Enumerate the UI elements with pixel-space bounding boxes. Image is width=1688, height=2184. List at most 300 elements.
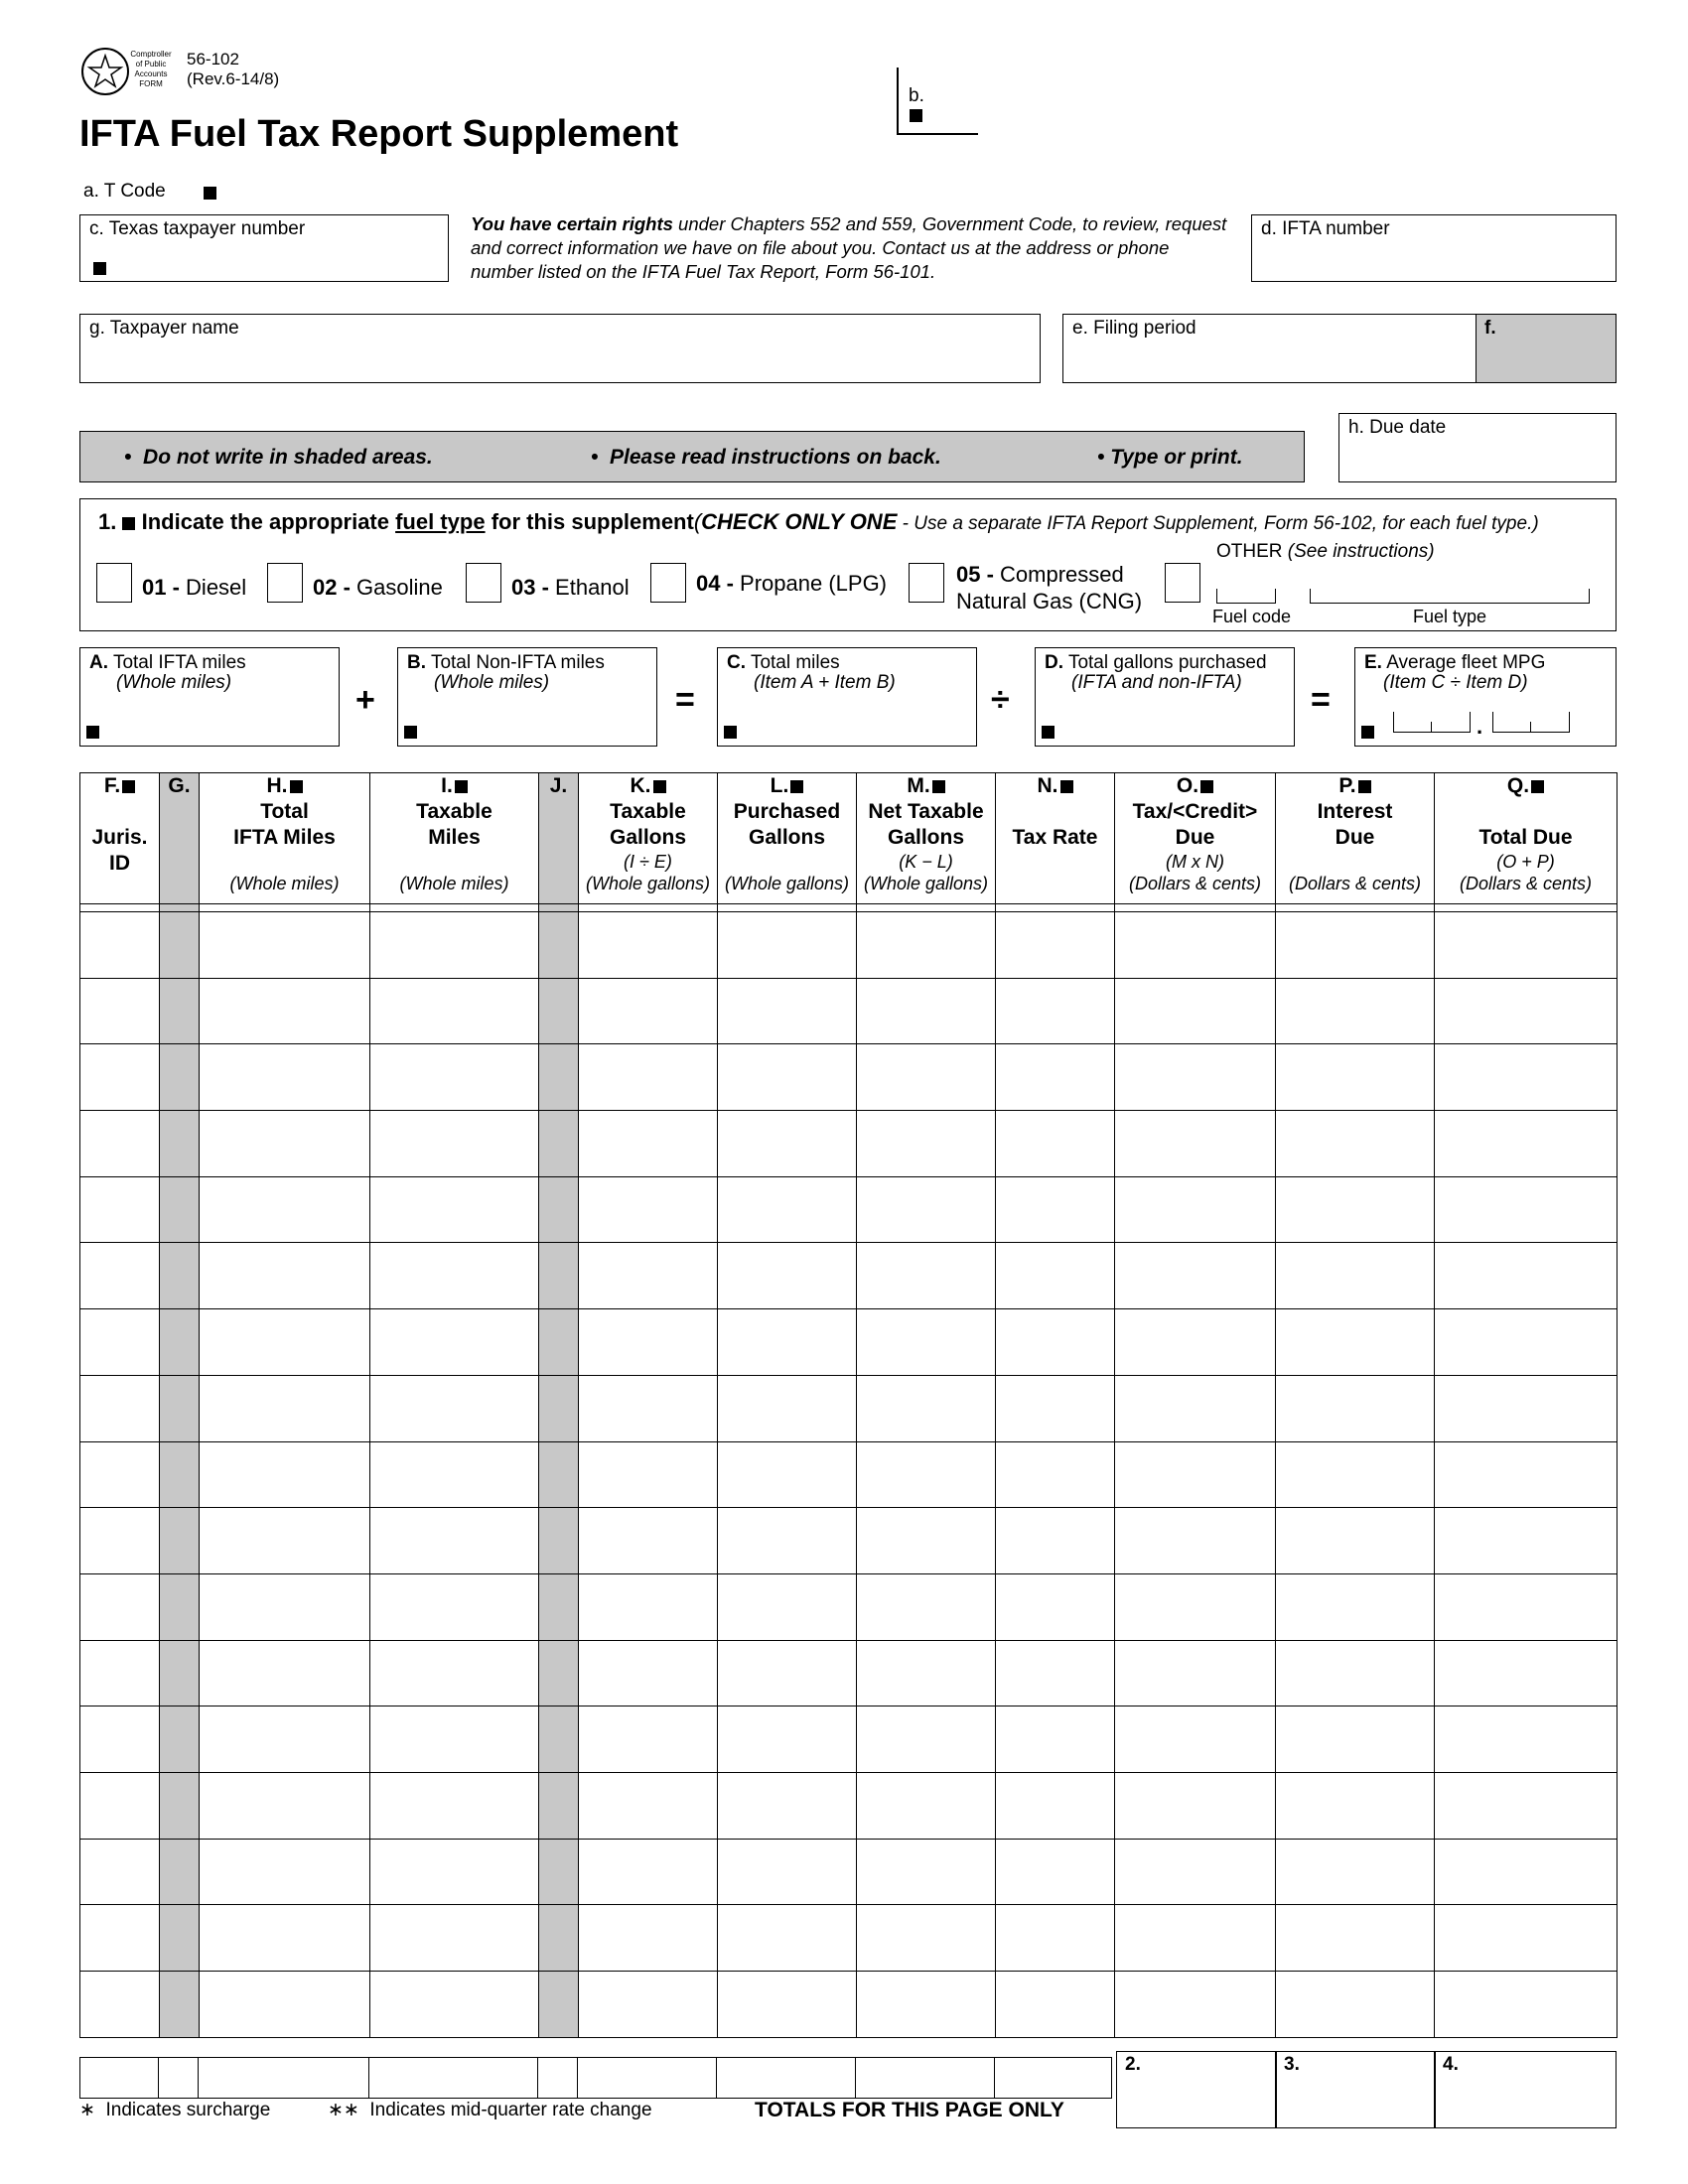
entry-cell[interactable] xyxy=(1276,1309,1435,1376)
shaded-cell xyxy=(539,978,579,1044)
entry-cell[interactable] xyxy=(579,1111,718,1177)
entry-cell[interactable] xyxy=(1115,1573,1276,1640)
shaded-cell xyxy=(539,1640,579,1706)
entry-cell[interactable] xyxy=(80,978,160,1044)
summary-d-marker xyxy=(1042,726,1055,739)
entry-cell[interactable] xyxy=(996,1508,1115,1574)
shaded-cell xyxy=(539,1839,579,1905)
entry-cell[interactable] xyxy=(1435,1573,1618,1640)
checkbox-ethanol[interactable] xyxy=(466,563,501,603)
rights-text: under Chapters 552 and 559, Government Code, to review, request and correct information we have on file about you. Contact us at the address or phone number listed on the IFTA Fuel Tax Report, Form 56-101. xyxy=(471,213,1227,282)
entry-cell[interactable] xyxy=(579,1573,718,1640)
entry-cell[interactable] xyxy=(857,1508,996,1574)
entry-cell[interactable] xyxy=(996,1839,1115,1905)
shaded-cell xyxy=(160,1375,200,1441)
entry-cell[interactable] xyxy=(1435,912,1618,979)
shaded-cell xyxy=(539,1309,579,1376)
entry-cell[interactable] xyxy=(370,1309,539,1376)
shaded-cell xyxy=(160,1772,200,1839)
fuel-prompt-underlined: fuel type xyxy=(395,509,486,534)
option-ethanol: 03 - Ethanol xyxy=(511,575,630,600)
separator-cell xyxy=(1276,904,1435,912)
fuel-code-field[interactable] xyxy=(1216,589,1276,604)
comptroller-logo-text: Comptroller of Public Accounts FORM xyxy=(130,50,172,88)
entry-cell[interactable] xyxy=(1435,1972,1618,2038)
entry-cell[interactable] xyxy=(718,1441,857,1508)
shaded-cell xyxy=(539,1441,579,1508)
entry-cell[interactable] xyxy=(1435,1508,1618,1574)
entry-cell[interactable] xyxy=(1115,1905,1276,1972)
entry-cell[interactable] xyxy=(1276,1375,1435,1441)
fuel-type-section xyxy=(79,498,1617,631)
entry-cell[interactable] xyxy=(857,1640,996,1706)
fuel-note: - Use a separate IFTA Report Supplement, Form 56-102, for each fuel type.) xyxy=(897,513,1539,534)
entry-cell[interactable] xyxy=(80,1706,160,1773)
table-row xyxy=(80,1375,1618,1441)
entry-cell[interactable] xyxy=(1115,912,1276,979)
entry-cell[interactable] xyxy=(80,1905,160,1972)
entry-cell[interactable] xyxy=(857,1111,996,1177)
entry-cell[interactable] xyxy=(579,1176,718,1243)
table-row xyxy=(80,1176,1618,1243)
total-miles-box[interactable] xyxy=(717,647,977,747)
col-header-q: Q. Total Due (O + P) (Dollars & cents) xyxy=(1435,773,1618,904)
entry-cell[interactable] xyxy=(370,912,539,979)
fuel-type-label: Fuel type xyxy=(1413,607,1487,626)
entry-cell[interactable] xyxy=(80,1111,160,1177)
fuel-section-marker xyxy=(122,517,135,530)
entry-cell[interactable] xyxy=(1115,1044,1276,1111)
shaded-cell xyxy=(539,912,579,979)
entry-cell[interactable] xyxy=(370,1243,539,1309)
table-row xyxy=(80,1309,1618,1376)
table-row xyxy=(80,1640,1618,1706)
entry-cell[interactable] xyxy=(1276,1640,1435,1706)
table-body xyxy=(80,904,1618,2038)
entry-cell[interactable] xyxy=(200,1309,370,1376)
entry-cell[interactable] xyxy=(857,1243,996,1309)
total-item-2-label: 2. xyxy=(1125,2054,1141,2075)
entry-cell[interactable] xyxy=(1276,1706,1435,1773)
entry-cell[interactable] xyxy=(370,1640,539,1706)
comptroller-seal xyxy=(81,48,129,95)
table-row xyxy=(80,1508,1618,1574)
op-equals-1: = xyxy=(675,681,695,719)
table-row xyxy=(80,1772,1618,1839)
entry-cell[interactable] xyxy=(857,1176,996,1243)
shaded-cell xyxy=(160,1573,200,1640)
entry-cell[interactable] xyxy=(718,1508,857,1574)
entry-cell[interactable] xyxy=(1115,1375,1276,1441)
table-row xyxy=(80,1706,1618,1773)
entry-cell[interactable] xyxy=(200,1243,370,1309)
option-gasoline: 02 - Gasoline xyxy=(313,575,443,600)
entry-cell[interactable] xyxy=(1435,1441,1618,1508)
jurisdiction-table xyxy=(79,772,1618,2038)
entry-cell[interactable] xyxy=(579,1508,718,1574)
entry-cell[interactable] xyxy=(857,1573,996,1640)
option-diesel: 01 - Diesel xyxy=(142,575,247,600)
entry-cell[interactable] xyxy=(857,1441,996,1508)
entry-cell[interactable] xyxy=(996,1573,1115,1640)
op-equals-2: = xyxy=(1311,681,1331,719)
entry-cell[interactable] xyxy=(370,1111,539,1177)
field-b-label: b. xyxy=(909,85,924,106)
entry-cell[interactable] xyxy=(370,1839,539,1905)
entry-cell[interactable] xyxy=(579,1706,718,1773)
instructions-banner xyxy=(79,431,1305,482)
entry-cell[interactable] xyxy=(370,1706,539,1773)
entry-cell[interactable] xyxy=(1276,1972,1435,2038)
entry-cell[interactable] xyxy=(996,1309,1115,1376)
entry-cell[interactable] xyxy=(1115,1640,1276,1706)
entry-cell[interactable] xyxy=(370,1441,539,1508)
entry-cell[interactable] xyxy=(1276,978,1435,1044)
entry-cell[interactable] xyxy=(1435,1044,1618,1111)
entry-cell[interactable] xyxy=(718,1839,857,1905)
shaded-cell xyxy=(160,1706,200,1773)
entry-cell[interactable] xyxy=(1115,1176,1276,1243)
col-header-n: N. Tax Rate xyxy=(996,773,1115,904)
total-item-4[interactable] xyxy=(1434,2051,1617,2128)
summary-d-sub: (IFTA and non-IFTA) xyxy=(1071,672,1242,693)
fuel-type-field[interactable] xyxy=(1310,589,1590,604)
fuel-prompt-after: for this supplement xyxy=(485,509,694,534)
entry-cell[interactable] xyxy=(200,1044,370,1111)
fuel-code-label: Fuel code xyxy=(1212,607,1292,626)
entry-cell[interactable] xyxy=(718,1573,857,1640)
entry-cell[interactable] xyxy=(370,1375,539,1441)
entry-cell[interactable] xyxy=(370,978,539,1044)
banner-item-shaded: • Do not write in shaded areas. xyxy=(124,446,433,469)
col-header-h: H. Total IFTA Miles (Whole miles) xyxy=(200,773,370,904)
other-label: OTHER (See instructions) xyxy=(1216,541,1435,562)
total-item-3[interactable] xyxy=(1275,2051,1436,2128)
entry-cell[interactable] xyxy=(857,1044,996,1111)
entry-cell[interactable] xyxy=(579,1905,718,1972)
entry-cell[interactable] xyxy=(1435,1640,1618,1706)
page-title: IFTA Fuel Tax Report Supplement xyxy=(79,113,679,155)
field-b[interactable] xyxy=(897,68,978,135)
summary-d-label: D. Total gallons purchased xyxy=(1045,652,1267,673)
entry-cell[interactable] xyxy=(579,1441,718,1508)
entry-cell[interactable] xyxy=(1435,1706,1618,1773)
midquarter-note: ∗∗ Indicates mid-quarter rate change xyxy=(328,2100,652,2120)
entry-cell[interactable] xyxy=(1115,1706,1276,1773)
banner-item-type: • Type or print. xyxy=(1097,446,1243,469)
entry-cell[interactable] xyxy=(80,1640,160,1706)
entry-cell[interactable] xyxy=(200,1706,370,1773)
entry-cell[interactable] xyxy=(579,1839,718,1905)
entry-cell[interactable] xyxy=(80,912,160,979)
entry-cell[interactable] xyxy=(718,1044,857,1111)
entry-cell[interactable] xyxy=(996,1441,1115,1508)
ifta-number-label: d. IFTA number xyxy=(1261,218,1390,239)
entry-cell[interactable] xyxy=(1276,1176,1435,1243)
entry-cell[interactable] xyxy=(718,1375,857,1441)
entry-cell[interactable] xyxy=(718,1640,857,1706)
entry-cell[interactable] xyxy=(200,1375,370,1441)
entry-cell[interactable] xyxy=(718,1905,857,1972)
summary-e-marker xyxy=(1361,726,1374,739)
col-header-o: O. Tax/<Credit> Due (M x N) (Dollars & cents) xyxy=(1115,773,1276,904)
entry-cell[interactable] xyxy=(1115,1309,1276,1376)
entry-cell[interactable] xyxy=(579,1309,718,1376)
entry-cell[interactable] xyxy=(996,1044,1115,1111)
table-row xyxy=(80,1044,1618,1111)
form-revision: (Rev.6-14/8) xyxy=(187,69,280,88)
entry-cell[interactable] xyxy=(579,978,718,1044)
totals-caption: TOTALS FOR THIS PAGE ONLY xyxy=(755,2099,1064,2121)
entry-cell[interactable] xyxy=(200,1839,370,1905)
shaded-cell xyxy=(539,1044,579,1111)
entry-cell[interactable] xyxy=(1115,1111,1276,1177)
entry-cell[interactable] xyxy=(80,1772,160,1839)
total-item-2[interactable] xyxy=(1116,2051,1277,2128)
entry-cell[interactable] xyxy=(200,978,370,1044)
ifta-number-field[interactable] xyxy=(1251,214,1617,282)
checkbox-gasoline[interactable] xyxy=(267,563,303,603)
taxpayer-name-field[interactable] xyxy=(79,314,1041,383)
entry-cell[interactable] xyxy=(1276,912,1435,979)
entry-cell[interactable] xyxy=(857,1706,996,1773)
entry-cell[interactable] xyxy=(857,1375,996,1441)
entry-cell[interactable] xyxy=(200,1905,370,1972)
entry-cell[interactable] xyxy=(857,1772,996,1839)
shaded-cell xyxy=(539,1111,579,1177)
entry-cell[interactable] xyxy=(857,1905,996,1972)
shaded-cell xyxy=(539,1772,579,1839)
entry-cell[interactable] xyxy=(80,1044,160,1111)
entry-cell[interactable] xyxy=(1276,1044,1435,1111)
entry-cell[interactable] xyxy=(200,1441,370,1508)
shaded-cell xyxy=(160,912,200,979)
separator-cell xyxy=(718,904,857,912)
field-f-label: f. xyxy=(1484,318,1496,339)
entry-cell[interactable] xyxy=(200,1640,370,1706)
summary-a-marker xyxy=(86,726,99,739)
entry-cell[interactable] xyxy=(370,1508,539,1574)
header-separator-row xyxy=(80,904,1618,912)
table-row xyxy=(80,1972,1618,2038)
entry-cell[interactable] xyxy=(200,1176,370,1243)
entry-cell[interactable] xyxy=(996,1905,1115,1972)
entry-cell[interactable] xyxy=(80,1309,160,1376)
entry-cell[interactable] xyxy=(579,1243,718,1309)
entry-cell[interactable] xyxy=(718,1706,857,1773)
table-row xyxy=(80,1905,1618,1972)
fuel-prompt-before: Indicate the appropriate xyxy=(141,509,396,534)
entry-cell[interactable] xyxy=(80,1839,160,1905)
entry-cell[interactable] xyxy=(200,912,370,979)
separator-cell xyxy=(370,904,539,912)
entry-cell[interactable] xyxy=(718,1243,857,1309)
entry-cell[interactable] xyxy=(1276,1508,1435,1574)
shaded-cell xyxy=(160,1839,200,1905)
separator-cell xyxy=(80,904,160,912)
entry-cell[interactable] xyxy=(1115,1972,1276,2038)
entry-cell[interactable] xyxy=(1435,1839,1618,1905)
entry-cell[interactable] xyxy=(1276,1839,1435,1905)
entry-cell[interactable] xyxy=(80,1243,160,1309)
entry-cell[interactable] xyxy=(200,1972,370,2038)
entry-cell[interactable] xyxy=(718,1772,857,1839)
entry-cell[interactable] xyxy=(996,1772,1115,1839)
entry-cell[interactable] xyxy=(200,1772,370,1839)
entry-cell[interactable] xyxy=(718,1111,857,1177)
entry-cell[interactable] xyxy=(1276,1441,1435,1508)
texas-taxpayer-number-field[interactable] xyxy=(79,214,449,282)
col-header-i: I. Taxable Miles (Whole miles) xyxy=(370,773,539,904)
rights-notice xyxy=(471,212,1233,284)
entry-cell[interactable] xyxy=(579,1640,718,1706)
entry-cell[interactable] xyxy=(370,1176,539,1243)
entry-cell[interactable] xyxy=(1115,978,1276,1044)
fuel-section-number: 1. xyxy=(98,509,117,534)
average-fleet-mpg-box[interactable] xyxy=(1354,647,1617,747)
entry-cell[interactable] xyxy=(718,1309,857,1376)
shaded-cell xyxy=(160,1508,200,1574)
entry-cell[interactable] xyxy=(996,1640,1115,1706)
total-ifta-miles-box[interactable] xyxy=(79,647,340,747)
entry-cell[interactable] xyxy=(718,978,857,1044)
summary-c-label: C. Total miles xyxy=(727,652,840,673)
checkbox-diesel[interactable] xyxy=(96,563,132,603)
entry-cell[interactable] xyxy=(1115,1508,1276,1574)
entry-cell[interactable] xyxy=(1435,1176,1618,1243)
entry-cell[interactable] xyxy=(579,1044,718,1111)
entry-cell[interactable] xyxy=(80,1176,160,1243)
entry-cell[interactable] xyxy=(80,1508,160,1574)
separator-cell xyxy=(1115,904,1276,912)
shaded-cell xyxy=(539,1176,579,1243)
entry-cell[interactable] xyxy=(996,912,1115,979)
taxpayer-name-label: g. Taxpayer name xyxy=(89,318,239,339)
entry-cell[interactable] xyxy=(370,1573,539,1640)
entry-cell[interactable] xyxy=(370,1905,539,1972)
entry-cell[interactable] xyxy=(996,1706,1115,1773)
entry-cell[interactable] xyxy=(1276,1243,1435,1309)
entry-cell[interactable] xyxy=(370,1972,539,2038)
entry-cell[interactable] xyxy=(579,1772,718,1839)
due-date-label: h. Due date xyxy=(1348,417,1447,438)
option-propane: 04 - Propane (LPG) xyxy=(696,571,888,596)
entry-cell[interactable] xyxy=(857,978,996,1044)
table-row xyxy=(80,1111,1618,1177)
entry-cell[interactable] xyxy=(857,1309,996,1376)
shaded-cell xyxy=(160,1111,200,1177)
form-number: 56-102 xyxy=(187,50,239,68)
entry-cell[interactable] xyxy=(80,1573,160,1640)
entry-cell[interactable] xyxy=(1435,1375,1618,1441)
shaded-cell xyxy=(539,1508,579,1574)
entry-cell[interactable] xyxy=(857,1972,996,2038)
field-b-marker xyxy=(910,109,922,122)
entry-cell[interactable] xyxy=(1276,1573,1435,1640)
shaded-cell xyxy=(539,1243,579,1309)
tcode-marker[interactable] xyxy=(204,187,216,200)
shaded-cell xyxy=(160,1441,200,1508)
entry-cell[interactable] xyxy=(857,1839,996,1905)
entry-cell[interactable] xyxy=(200,1111,370,1177)
entry-cell[interactable] xyxy=(80,1375,160,1441)
table-row xyxy=(80,1573,1618,1640)
entry-cell[interactable] xyxy=(1115,1243,1276,1309)
entry-cell[interactable] xyxy=(1435,1905,1618,1972)
entry-cell[interactable] xyxy=(80,1972,160,2038)
col-header-p: P. Interest Due (Dollars & cents) xyxy=(1276,773,1435,904)
entry-cell[interactable] xyxy=(718,1176,857,1243)
checkbox-propane[interactable] xyxy=(650,563,686,603)
mpg-decimal-point: . xyxy=(1477,714,1483,739)
filing-period-field[interactable] xyxy=(1062,314,1477,383)
entry-cell[interactable] xyxy=(1276,1111,1435,1177)
entry-cell[interactable] xyxy=(200,1508,370,1574)
entry-cell[interactable] xyxy=(579,1972,718,2038)
checkbox-cng[interactable] xyxy=(909,563,944,603)
summary-c-sub: (Item A + Item B) xyxy=(754,672,896,693)
entry-cell[interactable] xyxy=(579,912,718,979)
entry-cell[interactable] xyxy=(996,1176,1115,1243)
col-header-l: L. Purchased Gallons (Whole gallons) xyxy=(718,773,857,904)
shaded-cell xyxy=(160,1176,200,1243)
entry-cell[interactable] xyxy=(718,912,857,979)
entry-cell[interactable] xyxy=(996,978,1115,1044)
entry-cell[interactable] xyxy=(1435,1309,1618,1376)
entry-cell[interactable] xyxy=(1435,1111,1618,1177)
entry-cell[interactable] xyxy=(996,1243,1115,1309)
separator-cell xyxy=(579,904,718,912)
col-header-k: K. Taxable Gallons (I ÷ E) (Whole gallons) xyxy=(579,773,718,904)
table-header-row xyxy=(80,773,1618,904)
total-gallons-purchased-box[interactable] xyxy=(1035,647,1295,747)
entry-cell[interactable] xyxy=(996,1972,1115,2038)
entry-cell[interactable] xyxy=(200,1573,370,1640)
totals-left-strip xyxy=(79,2057,1112,2099)
summary-b-sub: (Whole miles) xyxy=(434,672,550,693)
entry-cell[interactable] xyxy=(857,912,996,979)
separator-cell xyxy=(539,904,579,912)
entry-cell[interactable] xyxy=(80,1441,160,1508)
entry-cell[interactable] xyxy=(1435,1772,1618,1839)
entry-cell[interactable] xyxy=(1115,1772,1276,1839)
check-only-one: CHECK ONLY ONE xyxy=(701,509,898,534)
shaded-cell xyxy=(160,1640,200,1706)
shaded-cell xyxy=(160,1905,200,1972)
op-divide: ÷ xyxy=(991,681,1010,719)
entry-cell[interactable] xyxy=(1435,978,1618,1044)
entry-cell[interactable] xyxy=(1276,1772,1435,1839)
table-row xyxy=(80,1243,1618,1309)
total-non-ifta-miles-box[interactable] xyxy=(397,647,657,747)
shaded-cell xyxy=(160,978,200,1044)
shaded-cell xyxy=(539,1905,579,1972)
entry-cell[interactable] xyxy=(718,1972,857,2038)
entry-cell[interactable] xyxy=(370,1772,539,1839)
entry-cell[interactable] xyxy=(1435,1243,1618,1309)
table-row xyxy=(80,978,1618,1044)
due-date-field[interactable] xyxy=(1338,413,1617,482)
entry-cell[interactable] xyxy=(1276,1905,1435,1972)
entry-cell[interactable] xyxy=(1115,1839,1276,1905)
entry-cell[interactable] xyxy=(996,1111,1115,1177)
entry-cell[interactable] xyxy=(370,1044,539,1111)
entry-cell[interactable] xyxy=(579,1375,718,1441)
checkbox-other[interactable] xyxy=(1165,563,1200,603)
entry-cell[interactable] xyxy=(996,1375,1115,1441)
entry-cell[interactable] xyxy=(1115,1441,1276,1508)
tcode-label: a. T Code xyxy=(83,181,166,202)
